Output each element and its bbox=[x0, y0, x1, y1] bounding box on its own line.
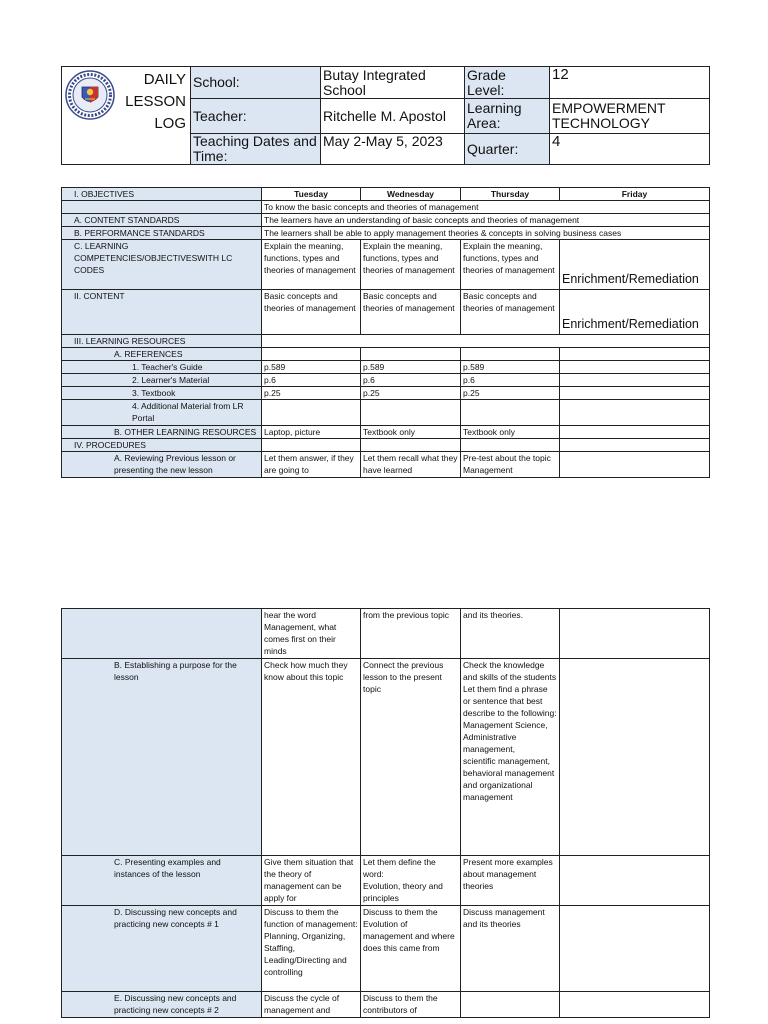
table-row bbox=[62, 214, 710, 227]
content-standards-label: A. CONTENT STANDARDS bbox=[62, 214, 262, 227]
guide-tuesday: p.589 bbox=[262, 361, 361, 374]
table-row bbox=[62, 426, 710, 439]
competency-tuesday: Explain the meaning, functions, types and theories of management bbox=[262, 240, 361, 290]
table-row bbox=[62, 387, 710, 400]
continued-thursday: and its theories. bbox=[461, 609, 560, 659]
school-label: School: bbox=[191, 67, 321, 99]
table-row bbox=[62, 374, 710, 387]
lesson-table-2 bbox=[61, 608, 710, 1018]
purpose-tuesday: Check how much they know about this topic bbox=[262, 659, 361, 856]
content-label: II. CONTENT bbox=[62, 290, 262, 335]
area-value: EMPOWERMENT TECHNOLOGY bbox=[550, 99, 710, 134]
title-line-lesson: LESSON bbox=[125, 93, 186, 110]
concepts1-wednesday: Discuss to them the Evolution of management and where does this came from bbox=[361, 906, 461, 992]
reviewing-thursday: Pre-test about the topic Management bbox=[461, 452, 560, 478]
material-thursday: p.6 bbox=[461, 374, 560, 387]
table-row bbox=[62, 439, 710, 452]
teacher-label: Teacher: bbox=[191, 99, 321, 134]
competency-thursday: Explain the meaning, functions, types and theories of management bbox=[461, 240, 560, 290]
guide-thursday: p.589 bbox=[461, 361, 560, 374]
header-table bbox=[61, 66, 710, 165]
lesson-table-1 bbox=[61, 187, 710, 478]
title-line-daily: DAILY bbox=[143, 71, 186, 88]
content-standards-text: The learners have an understanding of basic concepts and theories of management bbox=[262, 214, 710, 227]
textbook-tuesday: p.25 bbox=[262, 387, 361, 400]
table-row bbox=[62, 906, 710, 992]
concepts2-tuesday: Discuss the cycle of management and bbox=[262, 992, 361, 1018]
reviewing-label: A. Reviewing Previous lesson or presenting the new lesson bbox=[62, 452, 262, 478]
material-tuesday: p.6 bbox=[262, 374, 361, 387]
content-wednesday: Basic concepts and theories of management bbox=[361, 290, 461, 335]
continued-wednesday: from the previous topic bbox=[361, 609, 461, 659]
grade-value: 12 bbox=[550, 67, 710, 99]
competencies-label: C. LEARNING COMPETENCIES/OBJECTIVESWITH LC CODES bbox=[62, 240, 262, 290]
learners-material-label: 2. Learner's Material bbox=[62, 374, 262, 387]
table-row bbox=[62, 348, 710, 361]
table-row bbox=[62, 452, 710, 478]
content-thursday: Basic concepts and theories of management bbox=[461, 290, 560, 335]
area-label: Learning Area: bbox=[465, 99, 550, 134]
procedures-label: IV. PROCEDURES bbox=[62, 439, 262, 452]
continued-tuesday: hear the word Management, what comes first on their minds bbox=[262, 609, 361, 659]
quarter-value: 4 bbox=[550, 134, 710, 165]
concepts1-label: D. Discussing new concepts and practicing new concepts # 1 bbox=[62, 906, 262, 992]
textbook-thursday: p.25 bbox=[461, 387, 560, 400]
objectives-label: I. OBJECTIVES bbox=[62, 188, 262, 201]
table-row bbox=[62, 227, 710, 240]
dates-value: May 2-May 5, 2023 bbox=[321, 134, 465, 165]
deped-seal-icon bbox=[65, 70, 115, 120]
day-header-tuesday: Tuesday bbox=[262, 188, 361, 201]
table-row bbox=[62, 188, 710, 201]
quarter-label: Quarter: bbox=[465, 134, 550, 165]
additional-material-label: 4. Additional Material from LR Portal bbox=[62, 400, 262, 426]
objective-text: To know the basic concepts and theories of management bbox=[262, 201, 710, 214]
logo-title-cell bbox=[62, 67, 191, 165]
content-tuesday: Basic concepts and theories of management bbox=[262, 290, 361, 335]
day-header-wednesday: Wednesday bbox=[361, 188, 461, 201]
reviewing-tuesday: Let them answer, if they are going to bbox=[262, 452, 361, 478]
performance-standards-label: B. PERFORMANCE STANDARDS bbox=[62, 227, 262, 240]
title-line-log: LOG bbox=[154, 115, 186, 132]
material-wednesday: p.6 bbox=[361, 374, 461, 387]
school-value: Butay Integrated School bbox=[321, 67, 465, 99]
other-resources-label: B. OTHER LEARNING RESOURCES bbox=[62, 426, 262, 439]
enrichment-friday-2: Enrichment/Remediation bbox=[560, 290, 710, 335]
teachers-guide-label: 1. Teacher's Guide bbox=[62, 361, 262, 374]
table-row bbox=[62, 659, 710, 856]
learning-resources-label: III. LEARNING RESOURCES bbox=[62, 335, 262, 348]
references-label: A. REFERENCES bbox=[62, 348, 262, 361]
examples-wednesday: Let them define the word: Evolution, theory and principles bbox=[361, 856, 461, 906]
examples-thursday: Present more examples about management theories bbox=[461, 856, 560, 906]
day-header-thursday: Thursday bbox=[461, 188, 560, 201]
table-row bbox=[62, 240, 710, 290]
other-wednesday: Textbook only bbox=[361, 426, 461, 439]
examples-label: C. Presenting examples and instances of the lesson bbox=[62, 856, 262, 906]
reviewing-wednesday: Let them recall what they have learned bbox=[361, 452, 461, 478]
objectives-blank bbox=[62, 201, 262, 214]
concepts2-label: E. Discussing new concepts and practicing new concepts # 2 bbox=[62, 992, 262, 1018]
purpose-wednesday: Connect the previous lesson to the present topic bbox=[361, 659, 461, 856]
dll-title bbox=[125, 69, 186, 135]
grade-label: Grade Level: bbox=[465, 67, 550, 99]
performance-standards-text: The learners shall be able to apply management theories & concepts in solving business cases bbox=[262, 227, 710, 240]
concepts1-thursday: Discuss management and its theories bbox=[461, 906, 560, 992]
teacher-value: Ritchelle M. Apostol bbox=[321, 99, 465, 134]
enrichment-friday-1: Enrichment/Remediation bbox=[560, 240, 710, 290]
table-row bbox=[62, 400, 710, 426]
table-row bbox=[62, 201, 710, 214]
textbook-label: 3. Textbook bbox=[62, 387, 262, 400]
table-row bbox=[62, 609, 710, 659]
purpose-label: B. Establishing a purpose for the lesson bbox=[62, 659, 262, 856]
table-row bbox=[62, 856, 710, 906]
guide-wednesday: p.589 bbox=[361, 361, 461, 374]
purpose-thursday: Check the knowledge and skills of the students Let them find a phrase or sentence that best describe to the following: Management Science, Administrative management, scientific management, behavioral management and organizational management bbox=[461, 659, 560, 856]
table-row bbox=[62, 335, 710, 348]
other-thursday: Textbook only bbox=[461, 426, 560, 439]
table-row bbox=[62, 992, 710, 1018]
day-header-friday: Friday bbox=[560, 188, 710, 201]
other-tuesday: Laptop, picture bbox=[262, 426, 361, 439]
concepts1-tuesday: Discuss to them the function of management: Planning, Organizing, Staffing, Leading/Directing and controlling bbox=[262, 906, 361, 992]
textbook-wednesday: p.25 bbox=[361, 387, 461, 400]
table-row bbox=[62, 290, 710, 335]
competency-wednesday: Explain the meaning, functions, types and theories of management bbox=[361, 240, 461, 290]
dates-label: Teaching Dates and Time: bbox=[191, 134, 321, 165]
examples-tuesday: Give them situation that the theory of management can be apply for bbox=[262, 856, 361, 906]
table-row bbox=[62, 361, 710, 374]
concepts2-wednesday: Discuss to them the contributors of bbox=[361, 992, 461, 1018]
